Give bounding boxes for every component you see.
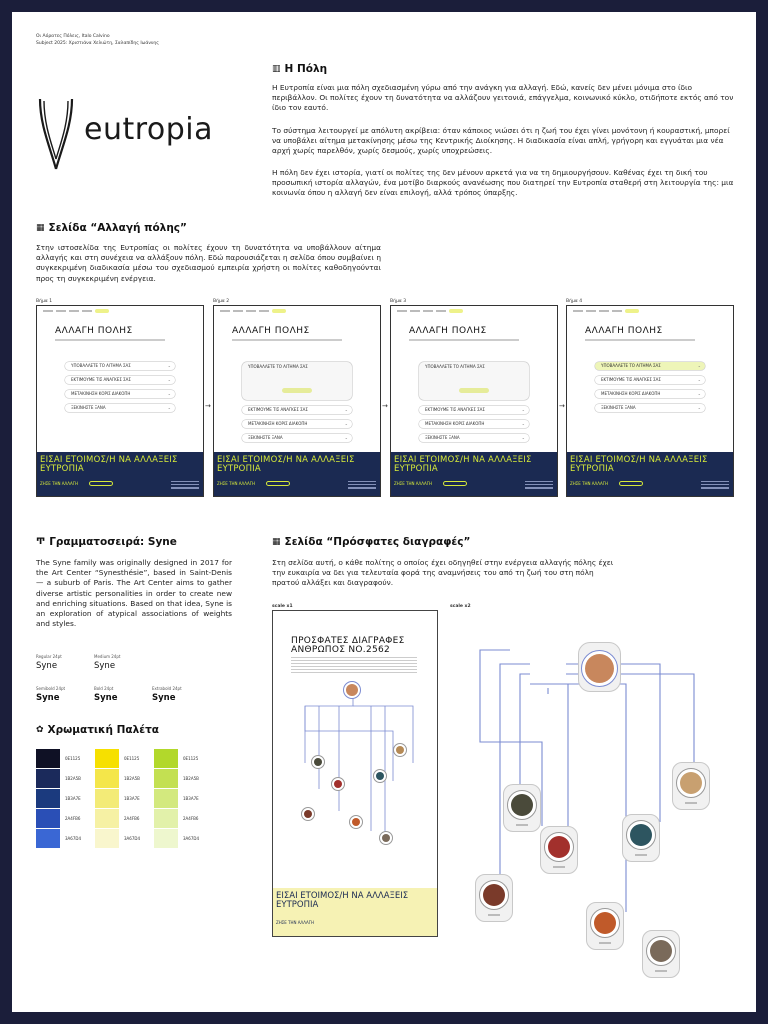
footer-title: ΕΙΣΑΙ ΕΤΟΙΜΟΣ/Η ΝΑ ΑΛΛΑΞΕΙΣ ΕΥΤΡΟΠΙΑ	[570, 455, 708, 474]
color-hex-label: 1B3A7E	[183, 796, 199, 801]
memory-avatar[interactable]	[544, 832, 574, 862]
grid-icon: ▦	[272, 537, 281, 547]
option-row[interactable]	[65, 404, 175, 412]
tree-node[interactable]	[349, 815, 363, 829]
tree-node[interactable]	[379, 831, 393, 845]
screen-nav[interactable]	[214, 306, 380, 316]
color-swatch	[95, 789, 119, 808]
step-screen	[36, 305, 204, 497]
color-hex-label: 1B2A5B	[124, 776, 140, 781]
poster	[12, 12, 756, 1012]
memory-photo	[483, 884, 505, 906]
chevron-down-icon: ⌄	[344, 421, 348, 426]
footer-link[interactable]	[171, 484, 199, 485]
nav-link[interactable]	[259, 310, 269, 312]
chevron-down-icon: ⌄	[521, 407, 525, 412]
deletions-footer	[273, 888, 437, 936]
color-hex-label: 2A4FB6	[124, 816, 140, 821]
chevron-down-icon: ⌄	[167, 391, 171, 396]
change-page-text: Στην ιστοσελίδα της Ευτροπίας οι πολίτες έχουν τη δυνατότητα να υποβάλλουν αίτημα αλλαγής και στη συνέχεια να αλλάξουν πόλη. Εδώ παρουσιάζεται η σελίδα όπου συμβαίνει η συγκεκριμένη διαδικασία μέσω του σχεδιασμού εμπειρία χρήστη οι πολίτες καθοδηγούνται προς τη συγκεκριμένη ενέργεια.	[36, 243, 381, 283]
color-hex-label: 2A4FB6	[183, 816, 199, 821]
option-label: ΞΕΚΙΝΗΣΤΕ ΞΑΝΑ	[71, 405, 106, 410]
screen-nav[interactable]	[567, 306, 733, 316]
memory-caption	[599, 942, 611, 944]
screen-nav[interactable]	[391, 306, 557, 316]
color-swatch	[154, 829, 178, 848]
color-hex-label: 3A67D4	[124, 836, 140, 841]
option-row[interactable]	[242, 406, 352, 414]
option-label: ΕΚΤΙΜΟΥΜΕ ΤΙΣ ΑΝΑΓΚΕΣ ΣΑΣ	[248, 407, 308, 412]
color-hex-label: 0E1125	[124, 756, 140, 761]
palette-heading: ✿ Χρωματική Παλέτα	[36, 724, 160, 736]
option-row[interactable]	[595, 404, 705, 412]
footer-title: ΕΙΣΑΙ ΕΤΟΙΜΟΣ/Η ΝΑ ΑΛΛΑΞΕΙΣ ΕΥΤΡΟΠΙΑ	[394, 455, 532, 474]
footer-link[interactable]	[348, 487, 376, 488]
option-row[interactable]	[242, 420, 352, 428]
step-label: Βήμα 1	[36, 299, 53, 304]
option-label: ΥΠΟΒΑΛΛΕΤΕ ΤΟ ΑΙΤΗΜΑ ΣΑΣ	[425, 364, 485, 369]
option-label: ΞΕΚΙΝΗΣΤΕ ΞΑΝΑ	[425, 435, 460, 440]
nav-link[interactable]	[246, 310, 256, 312]
tree-node[interactable]	[331, 777, 345, 791]
footer-links	[525, 481, 553, 491]
memory-photo	[594, 912, 616, 934]
option-row[interactable]	[65, 362, 175, 370]
color-hex-label: 0E1125	[65, 756, 81, 761]
nav-link[interactable]	[586, 310, 596, 312]
color-swatch	[95, 749, 119, 768]
option-row[interactable]	[65, 390, 175, 398]
step-label: Βήμα 3	[390, 299, 407, 304]
font-sample: Syne	[36, 661, 58, 671]
footer-link[interactable]	[348, 481, 376, 482]
deletions-page-title: ΠΡΟΣΦΑΤΕΣ ΔΙΑΓΡΑΦΕΣ ΑΝΘΡΩΠΟΣ ΝΟ.2562	[291, 636, 405, 655]
font-sample-label: Extrabold 24pt	[152, 686, 182, 691]
nav-link[interactable]	[397, 310, 407, 312]
screen-title: ΑΛΛΑΓΗ ΠΟΛΗΣ	[55, 326, 133, 336]
option-row[interactable]	[242, 434, 352, 442]
screen-title: ΑΛΛΑΓΗ ΠΟΛΗΣ	[409, 326, 487, 336]
nav-cta[interactable]	[95, 309, 109, 313]
option-expanded[interactable]	[419, 362, 529, 400]
color-hex-label: 3A67D4	[65, 836, 81, 841]
footer-cta[interactable]: ΖΗΣΕ ΤΗΝ ΑΛΛΑΓΗ	[217, 481, 255, 486]
font-sample: Syne	[36, 693, 60, 703]
screen-nav[interactable]	[37, 306, 203, 316]
nav-link[interactable]	[233, 310, 243, 312]
nav-link[interactable]	[436, 310, 446, 312]
color-swatch	[154, 809, 178, 828]
color-swatch	[154, 769, 178, 788]
footer-button[interactable]	[443, 481, 467, 486]
option-submit[interactable]	[282, 388, 312, 393]
scale2-label: scale x2	[450, 604, 471, 609]
tree-node[interactable]	[373, 769, 387, 783]
memory-avatar[interactable]	[676, 768, 706, 798]
option-label: ΥΠΟΒΑΛΛΕΤΕ ΤΟ ΑΙΤΗΜΑ ΣΑΣ	[248, 364, 308, 369]
color-swatch	[95, 809, 119, 828]
city-paragraph-3: Η πόλη δεν έχει ιστορία, γιατί οι πολίτες της δεν μένουν αρκετά για να τη δημιουργήσουν. Καθένας έχει τη δική του προσωπική ιστορία αλλαγών, ένα μοτίβο διαρκούς ανανέωσης που διατηρεί την Ευτροπία σταθερή στη λειτουργία της: μια κοινωνία όπου η αλλαγή δεν είναι επιλογή, αλλά τρόπος ύπαρξης.	[272, 168, 734, 198]
footer-cta[interactable]: ΖΗΣΕ ΤΗΝ ΑΛΛΑΓΗ	[570, 481, 608, 486]
footer-link[interactable]	[701, 484, 729, 485]
color-hex-label: 1B2A5B	[65, 776, 81, 781]
footer-title: ΕΙΣΑΙ ΕΤΟΙΜΟΣ/Η ΝΑ ΑΛΛΑΞΕΙΣ ΕΥΤΡΟΠΙΑ	[40, 455, 178, 474]
chevron-down-icon: ⌄	[697, 377, 701, 382]
header-credit: Οι Αόρατες Πόλεις, Italo Calvino	[36, 34, 110, 39]
option-label: ΞΕΚΙΝΗΣΤΕ ΞΑΝΑ	[248, 435, 283, 440]
city-heading: ▥ Η Πόλη	[272, 63, 328, 75]
scale1-label: scale x1	[272, 604, 293, 609]
color-swatch	[95, 829, 119, 848]
option-label: ΜΕΤΑΚΙΝΗΣΗ ΚΟΡΙΣ ΔΙΑΚΟΠΗ	[248, 421, 308, 426]
font-sample: Syne	[94, 661, 116, 671]
memory-caption	[516, 824, 528, 826]
screen-subtitle	[585, 339, 695, 341]
footer-button[interactable]	[619, 481, 643, 486]
screen-subtitle	[55, 339, 165, 341]
font-heading: Ͳ Γραμματοσειρά: Syne	[36, 536, 177, 548]
memory-caption	[685, 802, 697, 804]
footer-title: ΕΙΣΑΙ ΕΤΟΙΜΟΣ/Η ΝΑ ΑΛΛΑΞΕΙΣ ΕΥΤΡΟΠΙΑ	[217, 455, 355, 474]
option-label: ΕΚΤΙΜΟΥΜΕ ΤΙΣ ΑΝΑΓΚΕΣ ΣΑΣ	[71, 377, 131, 382]
memory-photo	[630, 824, 652, 846]
option-row[interactable]	[595, 376, 705, 384]
step-arrow-icon: →	[205, 402, 211, 410]
step-label: Βήμα 4	[566, 299, 583, 304]
screen-subtitle	[409, 339, 519, 341]
memory-photo	[548, 836, 570, 858]
color-hex-label: 1B3A7E	[124, 796, 140, 801]
memory-caption	[488, 914, 500, 916]
font-sample: Syne	[94, 693, 118, 703]
nav-link[interactable]	[423, 310, 433, 312]
screen-footer	[214, 452, 380, 496]
memory-photo	[511, 794, 533, 816]
step-screen	[390, 305, 558, 497]
nav-cta[interactable]	[272, 309, 286, 313]
memory-avatar[interactable]	[590, 908, 620, 938]
deletions-page-mock	[272, 610, 438, 937]
chevron-down-icon: ⌄	[167, 405, 171, 410]
screen-title: ΑΛΛΑΓΗ ΠΟΛΗΣ	[232, 326, 310, 336]
memory-photo	[680, 772, 702, 794]
color-hex-label: 3A67D4	[183, 836, 199, 841]
nav-link[interactable]	[220, 310, 230, 312]
footer-link[interactable]	[171, 487, 199, 488]
footer-link[interactable]	[525, 484, 553, 485]
option-label: ΕΚΤΙΜΟΥΜΕ ΤΙΣ ΑΝΑΓΚΕΣ ΣΑΣ	[425, 407, 485, 412]
font-sample-label: Semibold 24pt	[36, 686, 66, 691]
footer-cta[interactable]: ΖΗΣΕ ΤΗΝ ΑΛΛΑΓΗ	[40, 481, 78, 486]
footer-cta[interactable]: ΖΗΣΕ ΤΗΝ ΑΛΛΑΓΗ	[394, 481, 432, 486]
option-expanded[interactable]	[242, 362, 352, 400]
nav-link[interactable]	[69, 310, 79, 312]
color-hex-label: 2A4FB6	[65, 816, 81, 821]
nav-link[interactable]	[82, 310, 92, 312]
option-label: ΞΕΚΙΝΗΣΤΕ ΞΑΝΑ	[601, 405, 636, 410]
deletions-footer-cta[interactable]: ΖΗΣΕ ΤΗΝ ΑΛΛΑΓΗ	[276, 920, 314, 925]
option-label: ΜΕΤΑΚΙΝΗΣΗ ΚΟΡΙΣ ΔΙΑΚΟΠΗ	[71, 391, 131, 396]
step-screen	[213, 305, 381, 497]
city-paragraph-2: Το σύστημα λειτουργεί με απόλυτη ακρίβεια: όταν κάποιος νιώσει ότι η ζωή του έχει γίνει μονότονη ή κουραστική, μπορεί να υποβάλει αίτημα μετακίνησης μέσω της Κεντρικής Διοίκησης. Η διαδικασία είναι απλή, γρήγορη και εγγυάται μια νέα αρχή χωρίς παρελθόν, χωρίς δεσμούς, χωρίς υποχρεώσεις.	[272, 126, 730, 156]
logo-wordmark: eutropia	[84, 112, 214, 147]
option-label: ΥΠΟΒΑΛΛΕΤΕ ΤΟ ΑΙΤΗΜΑ ΣΑΣ	[601, 363, 661, 368]
chevron-down-icon: ⌄	[697, 391, 701, 396]
option-row[interactable]	[419, 434, 529, 442]
option-row[interactable]	[65, 376, 175, 384]
chevron-down-icon: ⌄	[344, 407, 348, 412]
type-icon: Ͳ	[36, 537, 46, 547]
nav-link[interactable]	[410, 310, 420, 312]
tree-node[interactable]	[393, 743, 407, 757]
deletions-footer-title: ΕΙΣΑΙ ΕΤΟΙΜΟΣ/Η ΝΑ ΑΛΛΑΞΕΙΣ ΕΥΤΡΟΠΙΑ	[276, 891, 409, 910]
color-hex-label: 0E1125	[183, 756, 199, 761]
color-swatch	[154, 789, 178, 808]
footer-links	[701, 481, 729, 491]
nav-cta[interactable]	[625, 309, 639, 313]
memory-caption	[655, 970, 667, 972]
memory-avatar[interactable]	[646, 936, 676, 966]
color-swatch	[36, 809, 60, 828]
footer-link[interactable]	[701, 487, 729, 488]
step-label: Βήμα 2	[213, 299, 230, 304]
nav-link[interactable]	[56, 310, 66, 312]
memory-avatar[interactable]	[507, 790, 537, 820]
color-hex-label: 1B2A5B	[183, 776, 199, 781]
footer-links	[348, 481, 376, 491]
option-label: ΜΕΤΑΚΙΝΗΣΗ ΚΟΡΙΣ ΔΙΑΚΟΠΗ	[425, 421, 485, 426]
footer-link[interactable]	[171, 481, 199, 482]
grid-icon: ▦	[36, 223, 45, 233]
tree-node[interactable]	[311, 755, 325, 769]
tree-node[interactable]	[301, 807, 315, 821]
option-row[interactable]	[595, 362, 705, 370]
color-hex-label: 1B3A7E	[65, 796, 81, 801]
color-swatch	[36, 749, 60, 768]
option-submit[interactable]	[459, 388, 489, 393]
footer-button[interactable]	[266, 481, 290, 486]
color-swatch	[36, 769, 60, 788]
memory-caption	[635, 854, 647, 856]
option-row[interactable]	[419, 406, 529, 414]
chevron-down-icon: ⌄	[697, 405, 701, 410]
option-row[interactable]	[419, 420, 529, 428]
chevron-down-icon: ⌄	[344, 435, 348, 440]
chevron-down-icon: ⌄	[697, 363, 701, 368]
header-subject: Subject 2025: Χριστιάνα Χελιώτη, Σαλαπίδης Ιωάννης	[36, 41, 159, 46]
change-page-heading: ▦ Σελίδα “Αλλαγή πόλης”	[36, 222, 187, 234]
option-label: ΥΠΟΒΑΛΛΕΤΕ ΤΟ ΑΙΤΗΜΑ ΣΑΣ	[71, 363, 131, 368]
step-arrow-icon: →	[382, 402, 388, 410]
footer-links	[171, 481, 199, 491]
footer-link[interactable]	[525, 487, 553, 488]
tree-root-avatar[interactable]	[581, 650, 618, 687]
color-swatch	[95, 769, 119, 788]
color-swatch	[36, 829, 60, 848]
nav-cta[interactable]	[449, 309, 463, 313]
nav-link[interactable]	[573, 310, 583, 312]
city-icon: ▥	[272, 64, 281, 74]
option-row[interactable]	[595, 390, 705, 398]
memory-avatar[interactable]	[626, 820, 656, 850]
memory-photo	[650, 940, 672, 962]
footer-link[interactable]	[525, 481, 553, 482]
option-label: ΜΕΤΑΚΙΝΗΣΗ ΚΟΡΙΣ ΔΙΑΚΟΠΗ	[601, 391, 661, 396]
chevron-down-icon: ⌄	[167, 363, 171, 368]
option-label: ΕΚΤΙΜΟΥΜΕ ΤΙΣ ΑΝΑΓΚΕΣ ΣΑΣ	[601, 377, 661, 382]
chevron-down-icon: ⌄	[167, 377, 171, 382]
step-screen	[566, 305, 734, 497]
screen-subtitle	[232, 339, 342, 341]
font-description: The Syne family was originally designed in 2017 for the Art Center “Synesthésie”, based in Saint-Denis — a suburb of Paris. The Art Center aims to gather diverse artistic personalities in order to create new and enriching situations. Based on that idea, Syne is an exploration of atypical associations of weights and styles.	[36, 558, 232, 629]
screen-footer	[37, 452, 203, 496]
screen-title: ΑΛΛΑΓΗ ΠΟΛΗΣ	[585, 326, 663, 336]
color-swatch	[36, 789, 60, 808]
font-sample: Syne	[152, 693, 176, 703]
font-sample-label: Regular 24pt	[36, 654, 62, 659]
chevron-down-icon: ⌄	[521, 435, 525, 440]
chevron-down-icon: ⌄	[521, 421, 525, 426]
nav-link[interactable]	[599, 310, 609, 312]
palette-icon: ✿	[36, 725, 44, 735]
footer-link[interactable]	[701, 481, 729, 482]
screen-footer	[567, 452, 733, 496]
tuning-fork-v-icon	[34, 95, 84, 175]
footer-link[interactable]	[348, 484, 376, 485]
memory-avatar[interactable]	[479, 880, 509, 910]
nav-link[interactable]	[612, 310, 622, 312]
deletions-heading: ▦ Σελίδα “Πρόσφατες διαγραφές”	[272, 536, 471, 548]
nav-link[interactable]	[43, 310, 53, 312]
footer-button[interactable]	[89, 481, 113, 486]
memory-caption	[553, 866, 565, 868]
font-sample-label: Bold 24pt	[94, 686, 114, 691]
tree-root-node[interactable]	[343, 681, 361, 699]
screen-footer	[391, 452, 557, 496]
font-sample-label: Medium 24pt	[94, 654, 121, 659]
city-paragraph-1: Η Ευτροπία είναι μια πόλη σχεδιασμένη γύρω από την ανάγκη για αλλαγή. Εδώ, κανείς δεν μένει μόνιμα στο ίδιο περιβάλλον. Οι πολίτες έχουν τη δυνατότητα να αλλάζουν γειτονιά, επάγγελμα, κοινωνικό κύκλο, οτιδήποτε εκτός από τον ίδιο τον εαυτό.	[272, 83, 734, 113]
deletions-text: Στη σελίδα αυτή, ο κάθε πολίτης ο οποίος έχει οδηγηθεί στην ενέργεια αλλαγής πόλης έχει την ευκαιρία να δει για τελευταία φορά της αναμνήσεις του από τη ζωή του στη πόλη πρατού αλλάξει και διαγραφούν.	[272, 558, 614, 588]
color-swatch	[154, 749, 178, 768]
step-arrow-icon: →	[559, 402, 565, 410]
